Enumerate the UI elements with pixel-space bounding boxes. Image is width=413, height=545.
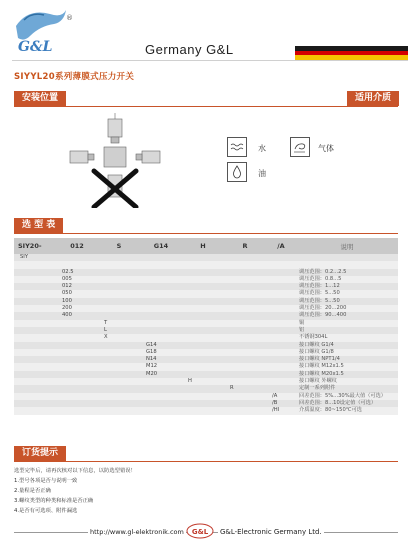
table-cell: 200 xyxy=(56,305,98,312)
table-cell xyxy=(182,298,224,305)
footer-logo xyxy=(186,523,214,539)
order-item: 4.是否有可选项、附件漏选 xyxy=(14,508,78,514)
table-cell: 接口螺纹 G1/8 xyxy=(296,349,398,356)
table-cell xyxy=(182,371,224,378)
table-cell xyxy=(14,312,56,319)
order-intro: 选型完毕后，请再次核对以下信息，以防选型错误！ xyxy=(14,468,136,474)
gas-swirl-icon xyxy=(293,140,307,154)
table-cell xyxy=(182,254,224,261)
german-flag xyxy=(295,46,408,60)
table-cell xyxy=(98,269,140,276)
oil-label: 油 xyxy=(258,169,266,178)
table-cell xyxy=(224,371,266,378)
table-cell xyxy=(182,269,224,276)
table-cell: 调压范围：1...12 xyxy=(296,283,398,290)
table-cell xyxy=(56,371,98,378)
table-header-cell: R xyxy=(224,238,266,254)
table-cell: G14 xyxy=(140,342,182,349)
table-cell: 02.5 xyxy=(56,269,98,276)
table-cell xyxy=(14,276,56,283)
table-cell xyxy=(14,334,56,341)
table-cell xyxy=(266,320,296,327)
table-cell xyxy=(182,283,224,290)
section-order-heading: 订货提示 xyxy=(14,446,66,461)
table-cell xyxy=(224,349,266,356)
table-cell xyxy=(140,269,182,276)
table-header-cell: S xyxy=(98,238,140,254)
table-row xyxy=(14,393,398,400)
table-cell xyxy=(140,334,182,341)
table-cell xyxy=(56,342,98,349)
table-cell xyxy=(56,363,98,370)
table-cell xyxy=(182,407,224,414)
install-position-diagram xyxy=(60,113,170,208)
table-cell xyxy=(98,342,140,349)
table-cell xyxy=(140,378,182,385)
table-cell xyxy=(224,298,266,305)
table-cell: 调压范围：5...50 xyxy=(296,298,398,305)
table-cell: 调压范围：0.2...2.5 xyxy=(296,269,398,276)
table-cell: /A xyxy=(266,393,296,400)
table-cell xyxy=(140,407,182,414)
order-notes xyxy=(14,466,136,516)
table-cell: T xyxy=(98,320,140,327)
table-row xyxy=(14,378,398,385)
table-cell xyxy=(224,400,266,407)
table-cell xyxy=(266,385,296,392)
table-cell xyxy=(140,400,182,407)
table-cell xyxy=(224,261,266,268)
table-row xyxy=(14,342,398,349)
table-cell xyxy=(266,305,296,312)
table-cell xyxy=(14,363,56,370)
table-cell xyxy=(266,378,296,385)
logo-text: G&L xyxy=(18,39,53,55)
table-cell xyxy=(98,349,140,356)
table-cell xyxy=(224,320,266,327)
table-row xyxy=(14,290,398,297)
header-divider xyxy=(12,60,408,61)
table-cell xyxy=(140,312,182,319)
table-header-cell: H xyxy=(182,238,224,254)
section-divider xyxy=(14,461,398,462)
table-row xyxy=(14,371,398,378)
table-header-cell: G14 xyxy=(140,238,182,254)
table-cell xyxy=(56,400,98,407)
section-install-heading: 安装位置 xyxy=(14,91,66,106)
table-cell xyxy=(98,290,140,297)
gas-label: 气体 xyxy=(318,144,334,153)
table-cell xyxy=(14,290,56,297)
table-cell xyxy=(182,400,224,407)
table-cell: 005 xyxy=(56,276,98,283)
table-cell: 调压范围：5...50 xyxy=(296,290,398,297)
table-row xyxy=(14,276,398,283)
table-cell: 调压范围：20...200 xyxy=(296,305,398,312)
table-cell xyxy=(98,378,140,385)
table-cell xyxy=(266,298,296,305)
table-cell xyxy=(224,276,266,283)
table-cell xyxy=(266,342,296,349)
selection-table xyxy=(14,238,398,415)
table-cell: L xyxy=(98,327,140,334)
table-cell: SIY xyxy=(14,254,56,261)
table-cell: 接口螺纹 G1/4 xyxy=(296,342,398,349)
table-cell xyxy=(98,363,140,370)
table-cell xyxy=(266,312,296,319)
table-cell xyxy=(56,378,98,385)
table-cell xyxy=(14,342,56,349)
table-cell: 100 xyxy=(56,298,98,305)
table-header-row xyxy=(14,238,398,254)
water-media-box xyxy=(227,137,247,157)
table-header-cell: 012 xyxy=(56,238,98,254)
table-cell xyxy=(140,276,182,283)
table-cell: 定制一系列附件 xyxy=(296,385,398,392)
table-row xyxy=(14,407,398,414)
table-cell: 铝 xyxy=(296,327,398,334)
table-cell xyxy=(14,407,56,414)
table-cell: R xyxy=(224,385,266,392)
table-cell xyxy=(98,356,140,363)
footer-company: G&L-Electronic Germany Ltd. xyxy=(220,528,322,536)
table-cell xyxy=(182,290,224,297)
table-row xyxy=(14,334,398,341)
table-cell xyxy=(98,371,140,378)
table-row xyxy=(14,385,398,392)
table-cell xyxy=(98,276,140,283)
table-cell: 铜 xyxy=(296,320,398,327)
registered-mark: ® xyxy=(66,14,73,22)
table-cell xyxy=(182,349,224,356)
table-cell xyxy=(14,320,56,327)
order-item: 3.螺纹类型的种类和标准是否正确 xyxy=(14,498,94,504)
table-cell xyxy=(14,305,56,312)
water-label: 水 xyxy=(258,144,266,153)
table-header-cell: /A xyxy=(266,238,296,254)
table-cell xyxy=(182,305,224,312)
table-row xyxy=(14,320,398,327)
table-cell xyxy=(56,261,98,268)
table-cell xyxy=(14,298,56,305)
table-cell xyxy=(14,327,56,334)
table-cell: 回差范围：8...10设定值（可选） xyxy=(296,400,398,407)
table-cell xyxy=(224,283,266,290)
table-cell xyxy=(182,334,224,341)
table-cell xyxy=(140,298,182,305)
section-divider xyxy=(14,106,398,107)
table-cell xyxy=(140,290,182,297)
brand-title: Germany G&L xyxy=(145,42,234,57)
table-cell xyxy=(140,385,182,392)
table-cell xyxy=(182,312,224,319)
table-cell xyxy=(56,327,98,334)
table-cell xyxy=(266,276,296,283)
table-cell xyxy=(266,327,296,334)
table-cell xyxy=(98,254,140,261)
table-cell xyxy=(266,334,296,341)
table-cell xyxy=(224,334,266,341)
order-item: 2.量程是否正确 xyxy=(14,488,51,494)
table-cell xyxy=(140,305,182,312)
table-cell xyxy=(56,407,98,414)
table-cell xyxy=(140,254,182,261)
table-cell xyxy=(266,371,296,378)
table-cell: 不锈钢304L xyxy=(296,334,398,341)
table-cell xyxy=(140,393,182,400)
table-cell: 050 xyxy=(56,290,98,297)
table-cell: 012 xyxy=(56,283,98,290)
table-cell xyxy=(14,269,56,276)
table-cell xyxy=(182,320,224,327)
table-cell xyxy=(266,349,296,356)
table-cell: 接口螺纹 M20x1.5 xyxy=(296,371,398,378)
table-cell: 接口螺纹 外螺纹 xyxy=(296,378,398,385)
table-cell xyxy=(182,261,224,268)
table-cell xyxy=(224,327,266,334)
table-cell: 回差范围：5%...30%最大值（可选） xyxy=(296,393,398,400)
table-cell xyxy=(140,283,182,290)
table-cell xyxy=(224,342,266,349)
table-cell xyxy=(14,400,56,407)
oil-media-box xyxy=(227,162,247,182)
table-row xyxy=(14,269,398,276)
table-cell xyxy=(266,269,296,276)
section-media-heading: 适用介质 xyxy=(347,91,399,106)
table-cell xyxy=(140,320,182,327)
section-selection-heading: 选 型 表 xyxy=(14,218,63,233)
table-cell: 400 xyxy=(56,312,98,319)
water-wave-icon xyxy=(230,142,244,152)
table-cell xyxy=(98,298,140,305)
table-cell: 调压范围：0.8...5 xyxy=(296,276,398,283)
table-cell xyxy=(98,400,140,407)
table-cell xyxy=(266,261,296,268)
table-cell xyxy=(296,254,398,261)
table-cell xyxy=(98,261,140,268)
table-row xyxy=(14,349,398,356)
table-cell xyxy=(14,371,56,378)
table-cell xyxy=(224,407,266,414)
table-header-cell: 说明 xyxy=(296,238,398,254)
footer-url-link[interactable]: http://www.gl-elektronik.com xyxy=(90,528,184,536)
table-cell xyxy=(224,312,266,319)
table-cell xyxy=(56,356,98,363)
table-cell xyxy=(224,269,266,276)
table-cell xyxy=(98,393,140,400)
table-cell: /HI xyxy=(266,407,296,414)
table-cell xyxy=(14,283,56,290)
table-cell xyxy=(224,356,266,363)
table-row xyxy=(14,261,398,268)
table-cell xyxy=(98,312,140,319)
table-cell xyxy=(56,320,98,327)
table-cell xyxy=(98,407,140,414)
table-cell xyxy=(14,349,56,356)
table-cell: 接口螺纹 NPT1/4 xyxy=(296,356,398,363)
section-divider xyxy=(14,233,398,234)
table-cell xyxy=(14,378,56,385)
gas-media-box xyxy=(290,137,310,157)
table-row xyxy=(14,283,398,290)
table-cell: 接口螺纹 M12x1.5 xyxy=(296,363,398,370)
table-cell xyxy=(182,276,224,283)
table-cell: 介质温度：80~150℃可选 xyxy=(296,407,398,414)
table-cell xyxy=(224,254,266,261)
footer-logo-text: G&L xyxy=(191,528,209,536)
table-row xyxy=(14,363,398,370)
table-cell: H xyxy=(182,378,224,385)
table-row xyxy=(14,298,398,305)
table-cell xyxy=(14,261,56,268)
table-cell xyxy=(182,363,224,370)
table-cell xyxy=(266,290,296,297)
table-cell: N14 xyxy=(140,356,182,363)
table-cell xyxy=(14,385,56,392)
table-cell xyxy=(266,363,296,370)
table-cell xyxy=(98,385,140,392)
table-cell xyxy=(182,385,224,392)
table-cell xyxy=(224,363,266,370)
table-cell xyxy=(296,261,398,268)
order-item: 1.型号各项是否与说明一致 xyxy=(14,478,78,484)
table-cell xyxy=(140,327,182,334)
table-cell: M20 xyxy=(140,371,182,378)
table-cell xyxy=(266,356,296,363)
table-cell xyxy=(56,349,98,356)
table-cell xyxy=(56,393,98,400)
oil-drop-icon xyxy=(232,165,242,179)
table-cell: X xyxy=(98,334,140,341)
table-cell xyxy=(98,283,140,290)
table-cell: 调压范围：90...400 xyxy=(296,312,398,319)
table-cell xyxy=(224,378,266,385)
table-cell xyxy=(56,385,98,392)
table-cell xyxy=(182,327,224,334)
table-row xyxy=(14,312,398,319)
table-row xyxy=(14,254,398,261)
table-cell xyxy=(224,290,266,297)
product-title: SIYYL20系列薄膜式压力开关 xyxy=(14,72,135,82)
table-cell: G18 xyxy=(140,349,182,356)
table-row xyxy=(14,327,398,334)
gl-dolphin-logo xyxy=(10,6,72,56)
table-cell xyxy=(14,356,56,363)
table-cell xyxy=(266,254,296,261)
table-cell xyxy=(182,356,224,363)
table-cell xyxy=(224,393,266,400)
table-cell xyxy=(266,283,296,290)
table-cell xyxy=(182,342,224,349)
table-cell xyxy=(56,334,98,341)
table-cell: M12 xyxy=(140,363,182,370)
table-cell xyxy=(14,393,56,400)
table-cell: /B xyxy=(266,400,296,407)
table-cell xyxy=(182,393,224,400)
table-header-cell: SIY20- xyxy=(14,238,56,254)
table-cell xyxy=(98,305,140,312)
table-cell xyxy=(140,261,182,268)
table-cell xyxy=(56,254,98,261)
table-cell xyxy=(224,305,266,312)
